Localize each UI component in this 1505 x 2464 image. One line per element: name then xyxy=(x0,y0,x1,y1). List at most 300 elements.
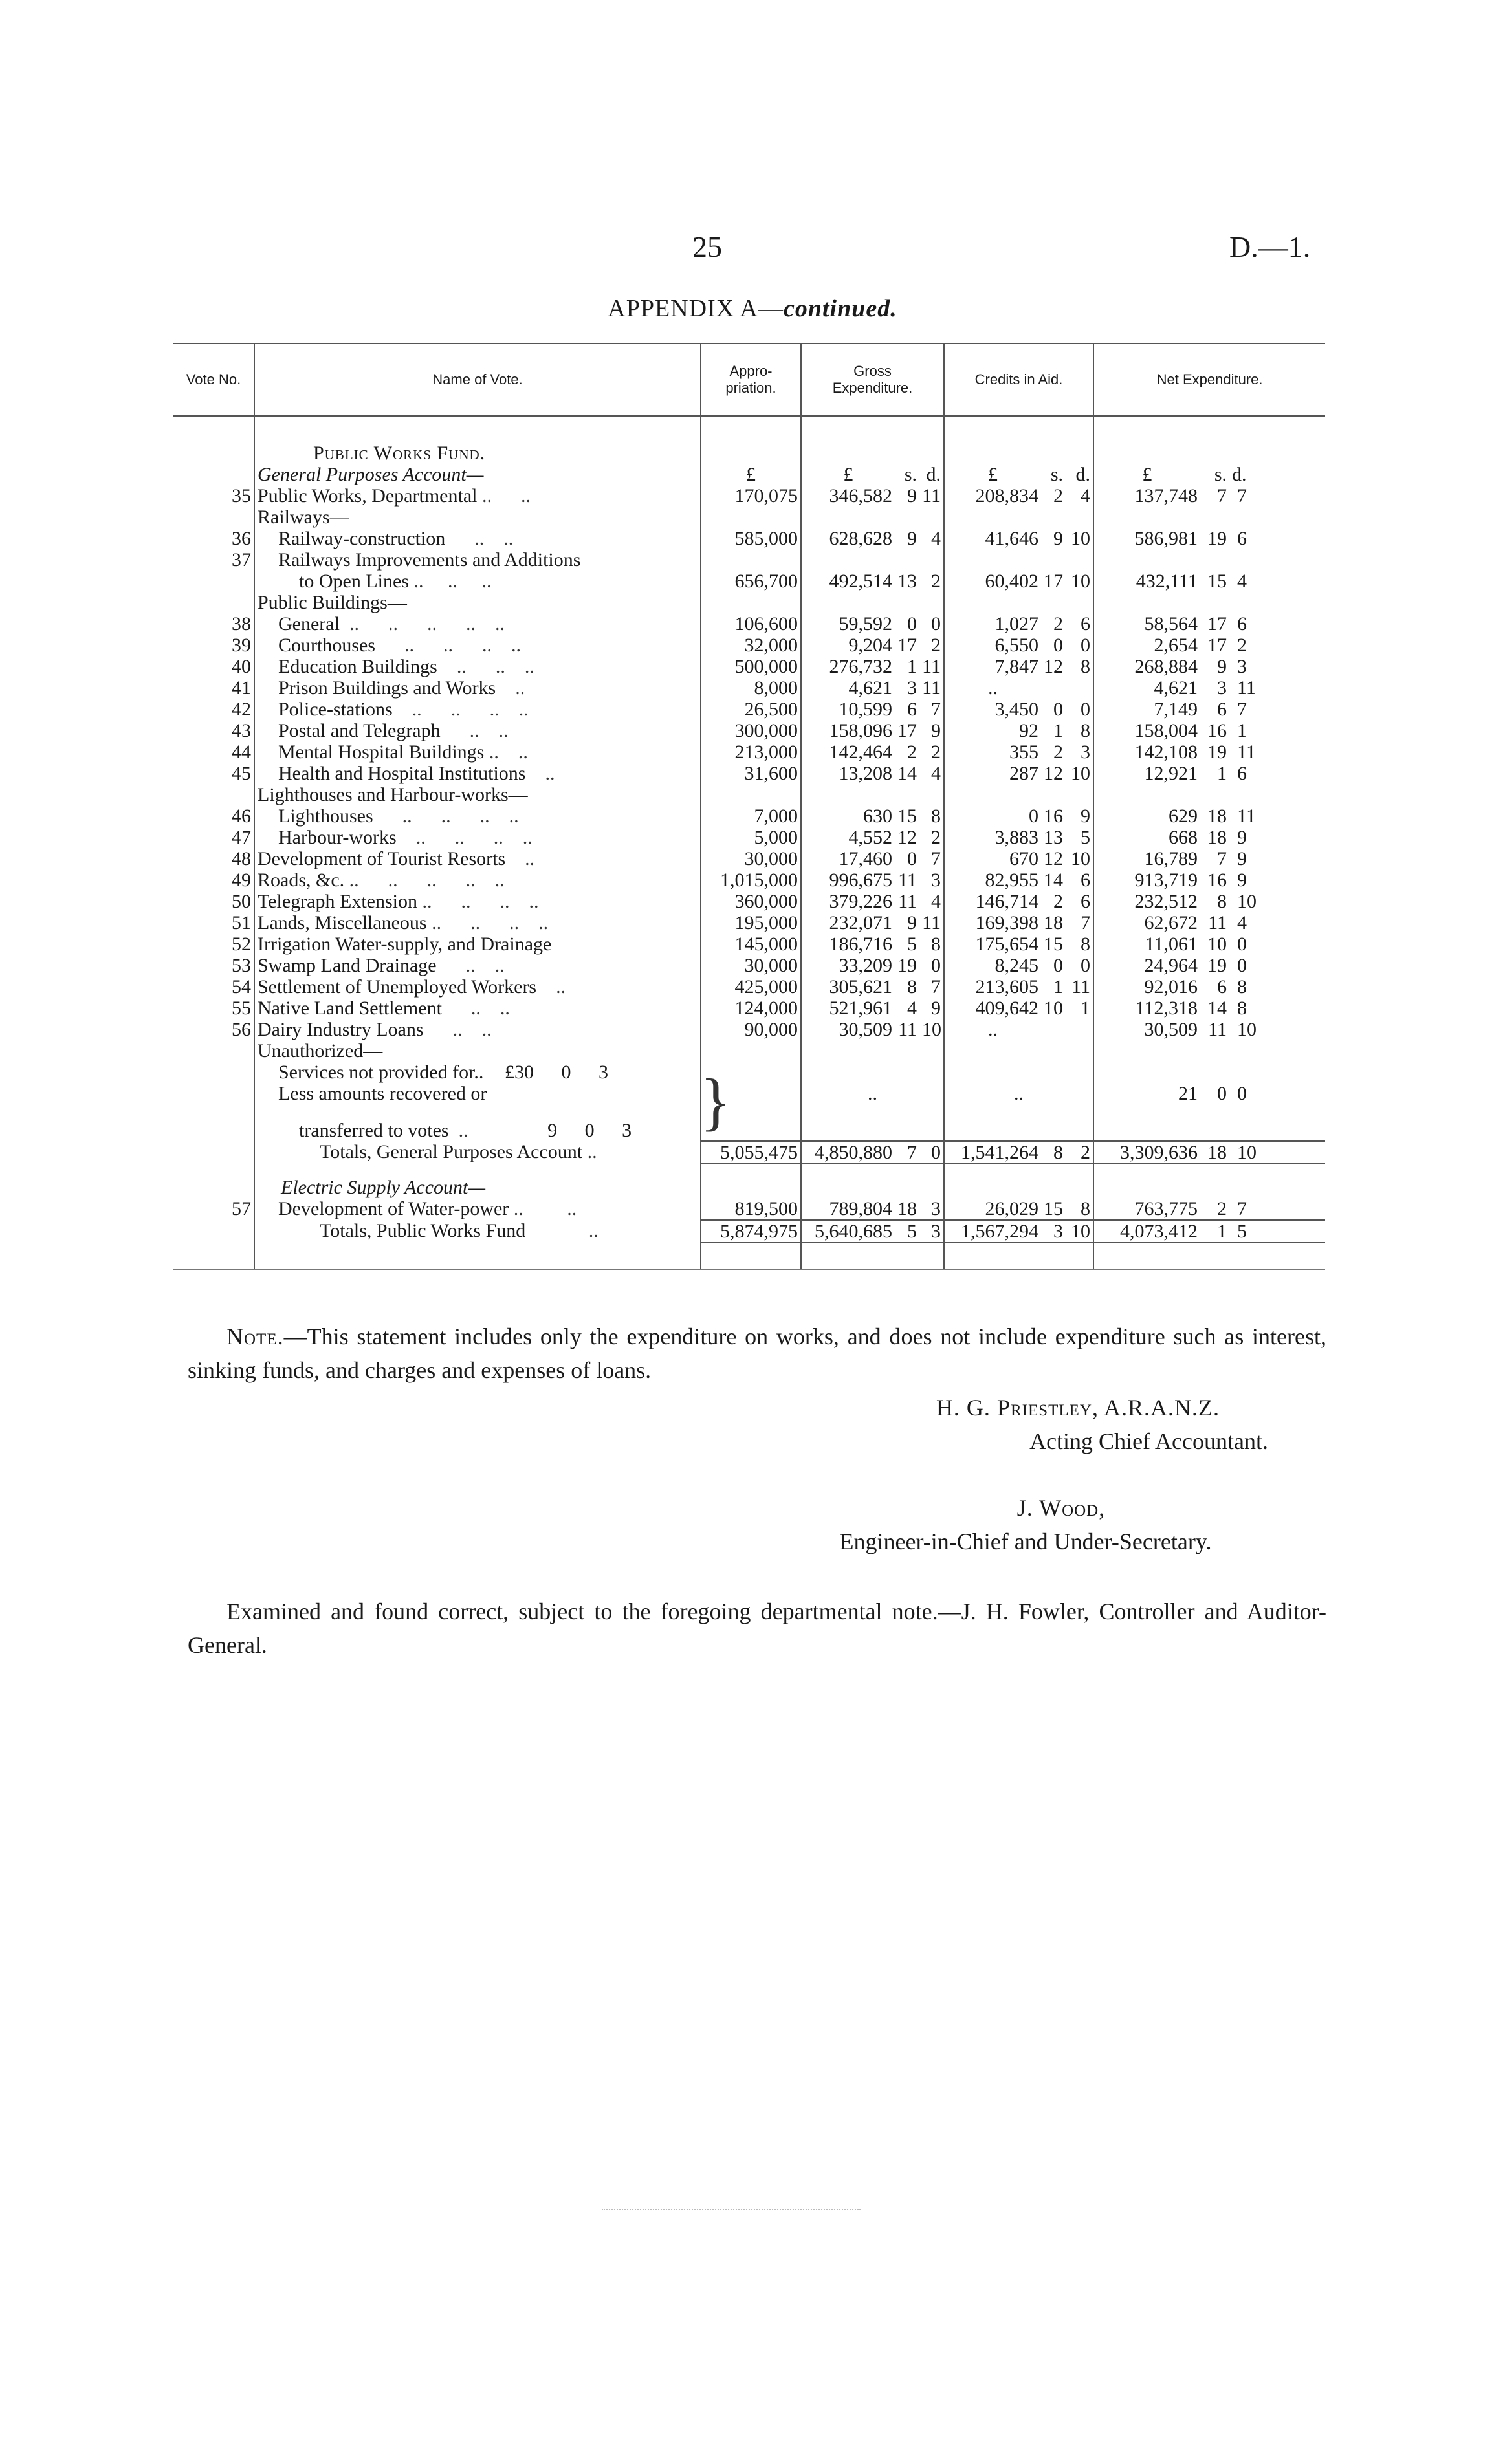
gross-pounds: 30,509 xyxy=(801,1019,895,1040)
appropriation: 1,015,000 xyxy=(701,869,801,891)
credits-pounds: 0 xyxy=(944,805,1041,827)
credits-pounds: 213,605 xyxy=(944,976,1041,998)
credits-shillings: 17 xyxy=(1044,571,1064,592)
credits-shillings: 0 xyxy=(1053,699,1064,720)
vote-name: Railway-construction xyxy=(278,528,446,549)
net-pence: 4 xyxy=(1237,912,1247,933)
group-heading-row xyxy=(173,784,1325,805)
net-pounds: 913,719 xyxy=(1093,869,1200,891)
appropriation: 500,000 xyxy=(701,656,801,677)
gross-pounds: 4,621 xyxy=(801,677,895,699)
vote-number: 39 xyxy=(173,635,254,656)
net-pounds: 58,564 xyxy=(1093,613,1200,635)
credits-shillings: 12 xyxy=(1044,848,1064,869)
net-shillings: 6 xyxy=(1217,699,1227,720)
totals-gp-appropriation: 5,055,475 xyxy=(701,1141,801,1164)
credits-pounds: 3,450 xyxy=(944,699,1041,720)
gross-pence: 9 xyxy=(931,720,941,741)
gross-pounds: 142,464 xyxy=(801,741,895,763)
credits-pence: 5 xyxy=(1081,827,1091,848)
gross-pence: 4 xyxy=(931,891,941,912)
vote-number: 47 xyxy=(173,827,254,848)
gross-pence: 8 xyxy=(931,805,941,827)
vote-number: 38 xyxy=(173,613,254,635)
table-row: 51 Lands, Miscellaneous .. .. .. .. 195,000 232,071 9 11 169,398 18 7 62,672 11 4 xyxy=(173,912,1325,933)
net-shillings: 16 xyxy=(1207,720,1227,741)
vote-number: 53 xyxy=(173,955,254,976)
net-shillings: 18 xyxy=(1207,805,1227,827)
appendix-title-continued: continued. xyxy=(784,295,897,322)
table-row: 56 Dairy Industry Loans .. .. 90,000 30,509 11 10 .. 30,509 11 10 xyxy=(173,1019,1325,1040)
table-row: 41 Prison Buildings and Works .. 8,000 4,621 3 11 .. 4,621 3 11 xyxy=(173,677,1325,699)
vote-name: Postal and Telegraph xyxy=(278,720,441,741)
gross-shillings: 19 xyxy=(897,955,917,976)
net-shillings: 10 xyxy=(1207,933,1227,955)
appropriation: 30,000 xyxy=(701,848,801,869)
appropriation: 819,500 xyxy=(701,1198,801,1220)
net-shillings: 9 xyxy=(1217,656,1227,677)
table-row: 36 Railway-construction .. .. 585,000 628,628 9 4 41,646 9 10 586,981 19 6 xyxy=(173,528,1325,549)
gross-pence: 2 xyxy=(931,741,941,763)
net-pounds: 30,509 xyxy=(1093,1019,1200,1040)
unauthorized-row: transferred to votes .. 9 0 3 xyxy=(173,1120,1325,1141)
totals-pwf-net-s: 1 xyxy=(1200,1220,1229,1243)
net-shillings: 15 xyxy=(1207,571,1227,592)
gross-pence: 11 xyxy=(922,677,941,699)
vote-number: 51 xyxy=(173,912,254,933)
gross-pence: 11 xyxy=(922,912,941,933)
gross-pence: 2 xyxy=(931,827,941,848)
table-row: 48 Development of Tourist Resorts .. 30,000 17,460 0 7 670 12 10 16,789 7 9 xyxy=(173,848,1325,869)
vote-number: 35 xyxy=(173,485,254,507)
credits-pounds: 287 xyxy=(944,763,1041,784)
net-shillings: 7 xyxy=(1217,848,1227,869)
gross-shillings: 13 xyxy=(897,571,917,592)
unauthorized-net: 21 xyxy=(1093,1083,1200,1120)
electric-heading-row xyxy=(173,1177,1325,1198)
appendix-title xyxy=(0,294,1505,323)
fund-heading: Public Works Fund. xyxy=(313,442,486,464)
appendix-title-main: APPENDIX A— xyxy=(608,295,784,322)
appropriation: 32,000 xyxy=(701,635,801,656)
credits-shillings: 12 xyxy=(1044,763,1064,784)
net-pounds: 11,061 xyxy=(1093,933,1200,955)
credits-pounds: 3,883 xyxy=(944,827,1041,848)
brace-icon: } xyxy=(700,1065,731,1137)
table-row: 44 Mental Hospital Buildings .. .. 213,000 142,464 2 2 355 2 3 142,108 19 11 xyxy=(173,741,1325,763)
credits-pounds: 41,646 xyxy=(944,528,1041,549)
net-pounds: 92,016 xyxy=(1093,976,1200,998)
gross-pounds: 305,621 xyxy=(801,976,895,998)
unauthorized-line3: transferred to votes xyxy=(299,1120,449,1141)
net-pence: 7 xyxy=(1237,699,1247,720)
credits-pounds: 82,955 xyxy=(944,869,1041,891)
gross-pence: 7 xyxy=(931,699,941,720)
net-pence: 6 xyxy=(1237,763,1247,784)
credits-pence: 6 xyxy=(1081,613,1091,635)
gross-pence: 0 xyxy=(931,613,941,635)
gross-shillings: 2 xyxy=(907,741,917,763)
net-pounds: 668 xyxy=(1093,827,1200,848)
credits-shillings: 2 xyxy=(1053,741,1064,763)
credits-shillings: 1 xyxy=(1053,720,1064,741)
gross-pence: 10 xyxy=(922,1019,941,1040)
vote-number: 40 xyxy=(173,656,254,677)
gross-pence: 9 xyxy=(931,998,941,1019)
group-heading-railways: Railways— xyxy=(258,507,349,528)
gross-pence: 7 xyxy=(931,848,941,869)
appropriation: 585,000 xyxy=(701,528,801,549)
credits-shillings: 18 xyxy=(1044,912,1064,933)
net-pounds: 629 xyxy=(1093,805,1200,827)
gross-shillings: 6 xyxy=(907,699,917,720)
net-pounds: 268,884 xyxy=(1093,656,1200,677)
unit-d: d. xyxy=(1075,464,1091,485)
vote-name: Native Land Settlement xyxy=(258,998,442,1019)
vote-number: 44 xyxy=(173,741,254,763)
credits-pounds: 208,834 xyxy=(944,485,1041,507)
header-gross: Gross Expenditure. xyxy=(801,343,944,416)
electric-heading: Electric Supply Account— xyxy=(281,1177,486,1198)
gross-pounds: 521,961 xyxy=(801,998,895,1019)
gross-shillings: 15 xyxy=(897,805,917,827)
examined-paragraph: Examined and found correct, subject to the foregoing departmental note.—J. H. Fowler, Controller and Auditor-General. xyxy=(188,1598,1326,1658)
unauthorized-line3-d: 3 xyxy=(622,1120,632,1141)
net-shillings: 6 xyxy=(1217,976,1227,998)
credits-pence: 8 xyxy=(1081,656,1091,677)
net-pounds: 12,921 xyxy=(1093,763,1200,784)
gross-shillings: 0 xyxy=(907,613,917,635)
unauthorized-net-d: 0 xyxy=(1237,1083,1247,1104)
credits-pounds: 169,398 xyxy=(944,912,1041,933)
unauthorized-row xyxy=(173,1083,1325,1120)
table-row: 39 Courthouses .. .. .. .. 32,000 9,204 17 2 6,550 0 0 2,654 17 2 xyxy=(173,635,1325,656)
credits-shillings: 0 xyxy=(1053,955,1064,976)
net-shillings: 19 xyxy=(1207,528,1227,549)
gross-shillings: 0 xyxy=(907,848,917,869)
net-pence: 9 xyxy=(1237,869,1247,891)
gross-pence: 11 xyxy=(922,485,941,507)
net-pounds: 16,789 xyxy=(1093,848,1200,869)
net-pounds: 158,004 xyxy=(1093,720,1200,741)
gross-pounds: 492,514 xyxy=(801,571,895,592)
gross-shillings: 17 xyxy=(897,635,917,656)
credits-shillings: 1 xyxy=(1053,976,1064,998)
vote-name: General xyxy=(278,613,340,635)
credits-pounds: 146,714 xyxy=(944,891,1041,912)
unit-d: d. xyxy=(926,464,941,485)
vote-name: Police-stations xyxy=(278,699,393,720)
unit-pound: £ xyxy=(944,464,1041,485)
gross-pounds: 158,096 xyxy=(801,720,895,741)
unauthorized-line3-s: 0 xyxy=(584,1120,595,1141)
header-name: Name of Vote. xyxy=(254,343,701,416)
credits-pence: 8 xyxy=(1081,720,1091,741)
net-pounds: 763,775 xyxy=(1093,1198,1200,1220)
credits-pounds: .. xyxy=(944,1019,1041,1040)
credits-shillings: 10 xyxy=(1044,998,1064,1019)
unauthorized-row xyxy=(173,1062,1325,1083)
table-row: 42 Police-stations .. .. .. .. 26,500 10,599 6 7 3,450 0 0 7,149 6 7 xyxy=(173,699,1325,720)
vote-number: 42 xyxy=(173,699,254,720)
net-pounds: 586,981 xyxy=(1093,528,1200,549)
vote-number: 45 xyxy=(173,763,254,784)
unauthorized-line1-s: 0 xyxy=(561,1062,571,1083)
signature-1-title: Acting Chief Accountant. xyxy=(1029,1428,1268,1454)
gross-pence: 4 xyxy=(931,528,941,549)
totals-gp-gross: 4,850,880 xyxy=(801,1141,895,1164)
gross-shillings: 17 xyxy=(897,720,917,741)
net-shillings: 7 xyxy=(1217,485,1227,507)
appropriation: 7,000 xyxy=(701,805,801,827)
table-row: 55 Native Land Settlement .. .. 124,000 521,961 4 9 409,642 10 1 112,318 14 8 xyxy=(173,998,1325,1019)
bottom-rule xyxy=(602,2209,861,2210)
gross-shillings: 14 xyxy=(897,763,917,784)
signature-block-2 xyxy=(776,1491,1275,1558)
net-shillings: 17 xyxy=(1207,635,1227,656)
unauthorized-net-s: 0 xyxy=(1217,1083,1227,1104)
document-reference: D.—1. xyxy=(1229,230,1311,263)
gross-pounds: 276,732 xyxy=(801,656,895,677)
expenditure-table xyxy=(173,343,1325,1270)
credits-pounds: 409,642 xyxy=(944,998,1041,1019)
unauthorized-gross: .. xyxy=(868,1083,878,1104)
net-pounds: 62,672 xyxy=(1093,912,1200,933)
totals-gp-net: 3,309,636 xyxy=(1093,1141,1200,1164)
gross-pounds: 630 xyxy=(801,805,895,827)
credits-pounds: 26,029 xyxy=(944,1198,1041,1220)
appropriation: 106,600 xyxy=(701,613,801,635)
credits-shillings: 0 xyxy=(1053,635,1064,656)
table-row: 46 Lighthouses .. .. .. .. 7,000 630 15 8 0 16 9 629 18 11 xyxy=(173,805,1325,827)
vote-name: Prison Buildings and Works xyxy=(278,677,496,699)
unauthorized-heading: Unauthorized— xyxy=(258,1040,383,1062)
credits-pounds: 92 xyxy=(944,720,1041,741)
totals-pwf-label: Totals, Public Works Fund xyxy=(320,1220,526,1241)
vote-number: 37 xyxy=(173,549,254,571)
appropriation: 195,000 xyxy=(701,912,801,933)
net-pence: 8 xyxy=(1237,998,1247,1019)
net-shillings: 16 xyxy=(1207,869,1227,891)
table-row: 53 Swamp Land Drainage .. .. 30,000 33,209 19 0 8,245 0 0 24,964 19 0 xyxy=(173,955,1325,976)
unauthorized-line1: Services not provided for.. xyxy=(278,1062,484,1083)
gross-pounds: 996,675 xyxy=(801,869,895,891)
credits-pence xyxy=(1066,677,1093,699)
net-pence: 11 xyxy=(1237,741,1256,763)
totals-gp-credits: 1,541,264 xyxy=(944,1141,1041,1164)
unit-pound: £ xyxy=(801,464,895,485)
credits-pence: 10 xyxy=(1071,571,1091,592)
credits-shillings: 15 xyxy=(1044,933,1064,955)
signature-1-name: H. G. Priestley, A.R.A.N.Z. xyxy=(936,1395,1220,1421)
vote-name: Mental Hospital Buildings xyxy=(278,741,485,763)
vote-name: Telegraph Extension xyxy=(258,891,417,912)
appropriation: 425,000 xyxy=(701,976,801,998)
totals-gp-gross-d: 0 xyxy=(919,1141,944,1164)
credits-pence: 10 xyxy=(1071,763,1091,784)
table-row-continuation: to Open Lines .. .. .. 656,700 492,514 13 2 60,402 17 10 432,111 15 4 xyxy=(173,571,1325,592)
unit-d: d. xyxy=(1232,464,1247,485)
gross-shillings: 5 xyxy=(907,933,917,955)
vote-number: 49 xyxy=(173,869,254,891)
credits-pence: 8 xyxy=(1081,933,1091,955)
vote-name: Education Buildings xyxy=(278,656,437,677)
gross-pounds: 232,071 xyxy=(801,912,895,933)
gross-pounds: 379,226 xyxy=(801,891,895,912)
gross-pence: 3 xyxy=(931,869,941,891)
net-pounds: 7,149 xyxy=(1093,699,1200,720)
gross-pounds: 346,582 xyxy=(801,485,895,507)
credits-shillings: 15 xyxy=(1044,1198,1064,1219)
appropriation: 300,000 xyxy=(701,720,801,741)
gross-shillings: 3 xyxy=(907,677,917,699)
credits-shillings: 2 xyxy=(1053,485,1064,507)
net-pounds: 142,108 xyxy=(1093,741,1200,763)
credits-pence: 6 xyxy=(1081,891,1091,912)
net-pounds: 432,111 xyxy=(1093,571,1200,592)
net-pounds: 232,512 xyxy=(1093,891,1200,912)
credits-pence: 6 xyxy=(1081,869,1091,891)
vote-name: Railways Improvements and Additions xyxy=(278,549,581,571)
signature-2-name: J. Wood, xyxy=(1016,1495,1106,1521)
gross-pence: 2 xyxy=(931,571,941,592)
net-shillings: 2 xyxy=(1217,1198,1227,1219)
note-paragraph xyxy=(188,1320,1326,1387)
unit-s: s. xyxy=(1050,464,1064,485)
unit-pound: £ xyxy=(1093,464,1200,485)
gross-shillings: 8 xyxy=(907,976,917,998)
appropriation: 170,075 xyxy=(701,485,801,507)
gross-pounds: 17,460 xyxy=(801,848,895,869)
appropriation: 5,000 xyxy=(701,827,801,848)
net-pence: 7 xyxy=(1237,485,1247,507)
net-pence: 10 xyxy=(1237,1019,1257,1040)
credits-pence: 4 xyxy=(1081,485,1091,507)
net-pence: 7 xyxy=(1237,1198,1247,1219)
header-vote-no: Vote No. xyxy=(173,343,254,416)
vote-number: 36 xyxy=(173,528,254,549)
table-header xyxy=(173,343,1325,416)
gross-shillings: 9 xyxy=(907,485,917,507)
gross-pence: 0 xyxy=(931,955,941,976)
net-pence: 10 xyxy=(1237,891,1257,912)
credits-pounds: 355 xyxy=(944,741,1041,763)
table-row: 50 Telegraph Extension .. .. .. .. 360,000 379,226 11 4 146,714 2 6 232,512 8 10 xyxy=(173,891,1325,912)
credits-pence xyxy=(1066,1019,1093,1040)
totals-gp-credits-s: 8 xyxy=(1041,1141,1066,1164)
credits-pounds: 60,402 xyxy=(944,571,1041,592)
table-row: 45 Health and Hospital Institutions .. 31,600 13,208 14 4 287 12 10 12,921 1 6 xyxy=(173,763,1325,784)
group-heading-row xyxy=(173,507,1325,528)
vote-number: 43 xyxy=(173,720,254,741)
credits-shillings: 12 xyxy=(1044,656,1064,677)
net-pounds: 137,748 xyxy=(1093,485,1200,507)
vote-number: 54 xyxy=(173,976,254,998)
vote-name: Development of Water-power xyxy=(278,1198,509,1219)
gross-pounds: 789,804 xyxy=(801,1198,895,1220)
totals-pwf-appropriation: 5,874,975 xyxy=(701,1220,801,1243)
group-heading-lighthouses: Lighthouses and Harbour-works— xyxy=(258,784,528,805)
net-shillings: 11 xyxy=(1208,1019,1227,1040)
credits-pounds: 175,654 xyxy=(944,933,1041,955)
net-shillings: 14 xyxy=(1207,998,1227,1019)
unit-s: s. xyxy=(1214,464,1227,485)
net-shillings: 18 xyxy=(1207,827,1227,848)
vote-number: 50 xyxy=(173,891,254,912)
credits-shillings: 9 xyxy=(1053,528,1064,549)
signature-block-1 xyxy=(841,1391,1268,1458)
header-credits: Credits in Aid. xyxy=(944,343,1093,416)
totals-public-works-fund-row: Totals, Public Works Fund .. 5,874,975 5,640,685 5 3 1,567,294 3 10 4,073,412 1 5 xyxy=(173,1220,1325,1243)
appropriation: 124,000 xyxy=(701,998,801,1019)
net-pence: 3 xyxy=(1237,656,1247,677)
vote-name: Public Works, Departmental xyxy=(258,485,478,507)
credits-pence: 10 xyxy=(1071,528,1091,549)
signature-2-title: Engineer-in-Chief and Under-Secretary. xyxy=(839,1529,1212,1554)
unit-s: s. xyxy=(904,464,917,485)
table-row: 38 General .. .. .. .. .. 106,600 59,592 0 0 1,027 2 6 58,564 17 6 xyxy=(173,613,1325,635)
credits-pence: 10 xyxy=(1071,848,1091,869)
credits-pence: 0 xyxy=(1081,699,1091,720)
credits-pounds: 7,847 xyxy=(944,656,1041,677)
note-text: —This statement includes only the expenditure on works, and does not include expenditure such as interest, sinking funds, and charges and expenses of loans. xyxy=(188,1324,1326,1383)
credits-pence: 0 xyxy=(1081,955,1091,976)
net-shillings: 11 xyxy=(1208,912,1227,933)
gross-shillings: 18 xyxy=(897,1198,917,1219)
header-net: Net Expenditure. xyxy=(1093,343,1325,416)
table-row xyxy=(173,933,1325,955)
net-pence: 0 xyxy=(1237,955,1247,976)
appropriation: 90,000 xyxy=(701,1019,801,1040)
gross-pence: 8 xyxy=(931,933,941,955)
net-pence: 11 xyxy=(1237,677,1256,699)
gross-pence: 11 xyxy=(922,656,941,677)
appropriation: 26,500 xyxy=(701,699,801,720)
unauthorized-line2: Less amounts recovered or xyxy=(278,1083,487,1104)
gross-pounds: 13,208 xyxy=(801,763,895,784)
units-row xyxy=(173,464,1325,485)
gross-pounds: 186,716 xyxy=(801,933,895,955)
credits-pence: 1 xyxy=(1081,998,1091,1019)
totals-gp-label: Totals, General Purposes Account xyxy=(320,1141,583,1162)
totals-pwf-gross-d: 3 xyxy=(919,1220,944,1243)
net-shillings: 19 xyxy=(1207,741,1227,763)
unauthorized-line1-amount: £30 xyxy=(504,1062,534,1083)
net-pounds: 24,964 xyxy=(1093,955,1200,976)
totals-pwf-net-d: 5 xyxy=(1229,1220,1325,1243)
net-pence: 6 xyxy=(1237,613,1247,635)
table-row: 43 Postal and Telegraph .. .. 300,000 158,096 17 9 92 1 8 158,004 16 1 xyxy=(173,720,1325,741)
net-pence: 0 xyxy=(1237,933,1247,955)
net-pounds: 2,654 xyxy=(1093,635,1200,656)
credits-pounds: 8,245 xyxy=(944,955,1041,976)
credits-shillings: 2 xyxy=(1053,613,1064,635)
gross-shillings: 9 xyxy=(907,528,917,549)
vote-name: Development of Tourist Resorts xyxy=(258,848,506,869)
gross-pounds: 10,599 xyxy=(801,699,895,720)
net-pounds: 112,318 xyxy=(1093,998,1200,1019)
credits-shillings xyxy=(1041,677,1066,699)
vote-name: Dairy Industry Loans xyxy=(258,1019,424,1040)
gross-shillings: 9 xyxy=(907,912,917,933)
vote-name: Health and Hospital Institutions xyxy=(278,763,526,784)
appropriation: 31,600 xyxy=(701,763,801,784)
gross-shillings: 12 xyxy=(897,827,917,848)
note-label: Note. xyxy=(226,1324,284,1349)
vote-name: Settlement of Unemployed Workers xyxy=(258,976,537,998)
net-shillings: 3 xyxy=(1217,677,1227,699)
unauthorized-credits: .. xyxy=(1014,1083,1024,1104)
